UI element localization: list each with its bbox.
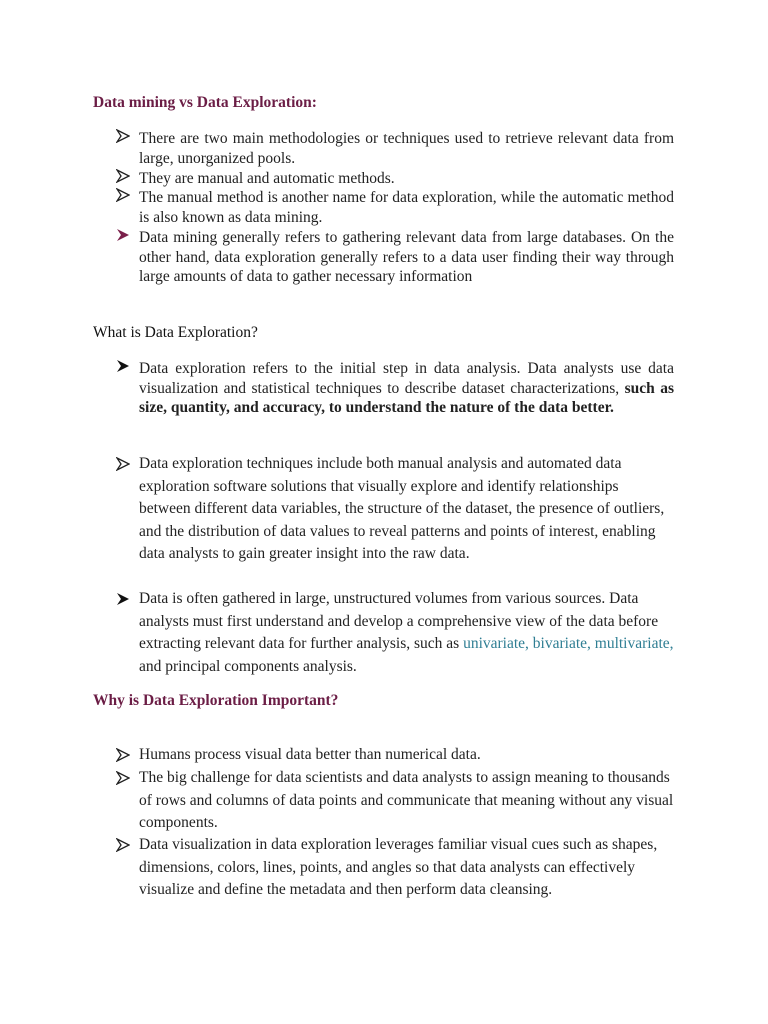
list-item: The manual method is another name for data exploration, while the automatic method is also known as data mining. — [139, 188, 674, 227]
arrowhead-bullet-icon — [116, 838, 130, 852]
list-item: They are manual and automatic methods. — [139, 169, 674, 189]
arrowhead-bullet-icon — [116, 771, 130, 785]
arrowhead-bullet-icon — [116, 748, 130, 762]
arrowhead-bullet-icon — [116, 129, 130, 143]
arrowhead-bullet-icon — [116, 188, 130, 202]
list-item: Data mining generally refers to gathering relevant data from large databases. On the other hand, data exploration generally refers to a data user finding their way through large amounts of data to gather necessary information — [139, 228, 674, 287]
list-item: Data visualization in data exploration leverages familiar visual cues such as shapes, dimensions, colors, lines, points, and angles so that data analysts can effectively visualize and define the metadata and then perform data cleansing. — [139, 834, 674, 902]
list-item: There are two main methodologies or techniques used to retrieve relevant data from large, unorganized pools. — [139, 129, 674, 168]
list-item: The big challenge for data scientists and data analysts to assign meaning to thousands of rows and columns of data points and communicate that meaning without any visual components. — [139, 767, 674, 835]
list-item: Data exploration techniques include both manual analysis and automated data exploration software solutions that visually explore and identify relationships between different data variables, the structure of the dataset, the presence of outliers, and the distribution of data values to reveal patterns and points of interest, enabling data analysts to gain greater insight into the raw data. — [139, 453, 674, 566]
list-item: Humans process visual data better than numerical data. — [139, 744, 674, 767]
section-heading-what-is-exploration: What is Data Exploration? — [93, 324, 258, 341]
arrowhead-bullet-icon — [116, 359, 130, 373]
arrowhead-bullet-icon — [116, 592, 130, 606]
list-item: Data exploration refers to the initial step in data analysis. Data analysts use data visualization and statistical techniques to describe dataset characterizations, such as size, quantity, and accuracy, to understand the nature of the data better. — [139, 359, 674, 418]
analysis-types-link[interactable]: univariate, bivariate, multivariate, — [463, 635, 674, 653]
arrowhead-bullet-icon — [116, 457, 130, 471]
section-heading-mining-vs-exploration: Data mining vs Data Exploration: — [93, 94, 317, 111]
arrowhead-bullet-icon — [116, 169, 130, 183]
arrowhead-bullet-icon — [116, 228, 130, 242]
section-heading-why-important: Why is Data Exploration Important? — [93, 692, 339, 709]
list-item: Data is often gathered in large, unstructured volumes from various sources. Data analysts must first understand and develop a comprehensive view of the data before extracting relevant data for further analysis, such as univariate, bivariate, multivariate, and principal components analysis. — [139, 588, 674, 678]
